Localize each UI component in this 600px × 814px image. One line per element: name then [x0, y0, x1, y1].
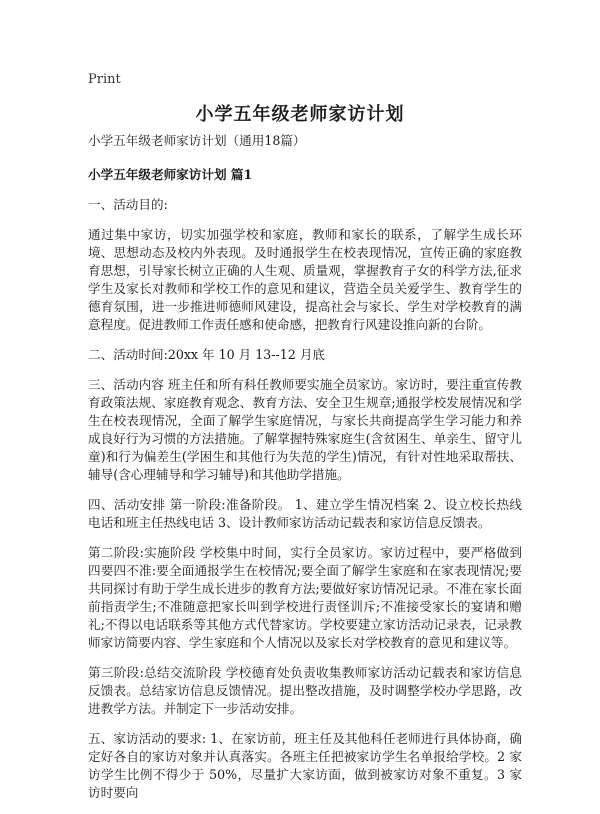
- heading-purpose: 一、活动目的:: [88, 197, 168, 212]
- paragraph-requirements: 五、家访活动的要求: 1、在家访前，班主任及其他科任老师进行具体协商，确定好各自的家访对象并认真落实。各班主任把被家访学生名单报给学校。2 家访学生比例不得少于 50%，尽量扩大家访面，做到被家访对象不重复。3 家访时要向: [88, 731, 522, 800]
- paragraph-stage-2: 第二阶段:实施阶段 学校集中时间，实行全员家访。家访过程中，要严格做到四要四不准:要全面通报学生在校情况;要全面了解学生家庭和在家表现情况;要共同探讨有助于学生成长进步的教育方法;要做好家访情况记录。不准在家长面前指责学生;不准随意把家长叫到学校进行责怪训斥;不准接受家长的宴请和赠礼;不得以电话联系等其他方式代替家访。学校要建立家访活动记录表，记录教师家访简要内容、学生家庭和个人情况以及家长对学校教育的意见和建议等。: [88, 545, 522, 650]
- document-title: 小学五年级老师家访计划: [195, 104, 405, 125]
- section-heading: 小学五年级老师家访计划 篇1: [88, 167, 253, 182]
- paragraph-content: 三、活动内容 班主任和所有科任教师要实施全员家访。家访时，要注重宣传教育政策法规、家庭教育观念、教育方法、安全卫生规章;通报学校发展情况和学生在校表现情况，全面了解学生家庭情况，与家长共商提高学生学习能力和养成良好行为习惯的方法措施。了解掌握特殊家庭生(含贫困生、单亲生、留守儿童)和行为偏差生(学困生和其他行为失范的学生)情况，有针对性地采取帮扶、辅导(含心理辅导和学习辅导)和其他助学措施。: [88, 377, 522, 482]
- paragraph-arrangement: 四、活动安排 第一阶段:准备阶段。 1、建立学生情况档案 2、设立校长热线电话和班主任热线电话 3、设计教师家访活动记载表和家访信息反馈表。: [88, 497, 522, 530]
- print-label: Print: [88, 72, 121, 87]
- document-subtitle: 小学五年级老师家访计划（通用18篇）: [88, 133, 306, 148]
- paragraph-purpose: 通过集中家访，切实加强学校和家庭，教师和家长的联系，了解学生成长环境、思想动态及校内外表现。及时通报学生在校表现情况，宣传正确的家庭教育思想，引导家长树立正确的人生观、质量观，掌握教育子女的科学方法,征求学生及家长对教师和学校工作的意见和建议，营造全员关爱学生、教育学生的德育氛围，进一步推进师德师风建设，提高社会与家长、学生对学校教育的满意程度。促进教师工作责任感和使命感，把教育行风建设推向新的台阶。: [88, 227, 522, 332]
- paragraph-time: 二、活动时间:20xx 年 10 月 13--12 月底: [88, 347, 326, 362]
- paragraph-stage-3: 第三阶段:总结交流阶段 学校德育处负责收集教师家访活动记载表和家访信息反馈表。总结家访信息反馈情况。提出整改措施，及时调整学校办学思路，改进教学方法。并制定下一步活动安排。: [88, 665, 522, 716]
- document-body: [88, 132, 522, 814]
